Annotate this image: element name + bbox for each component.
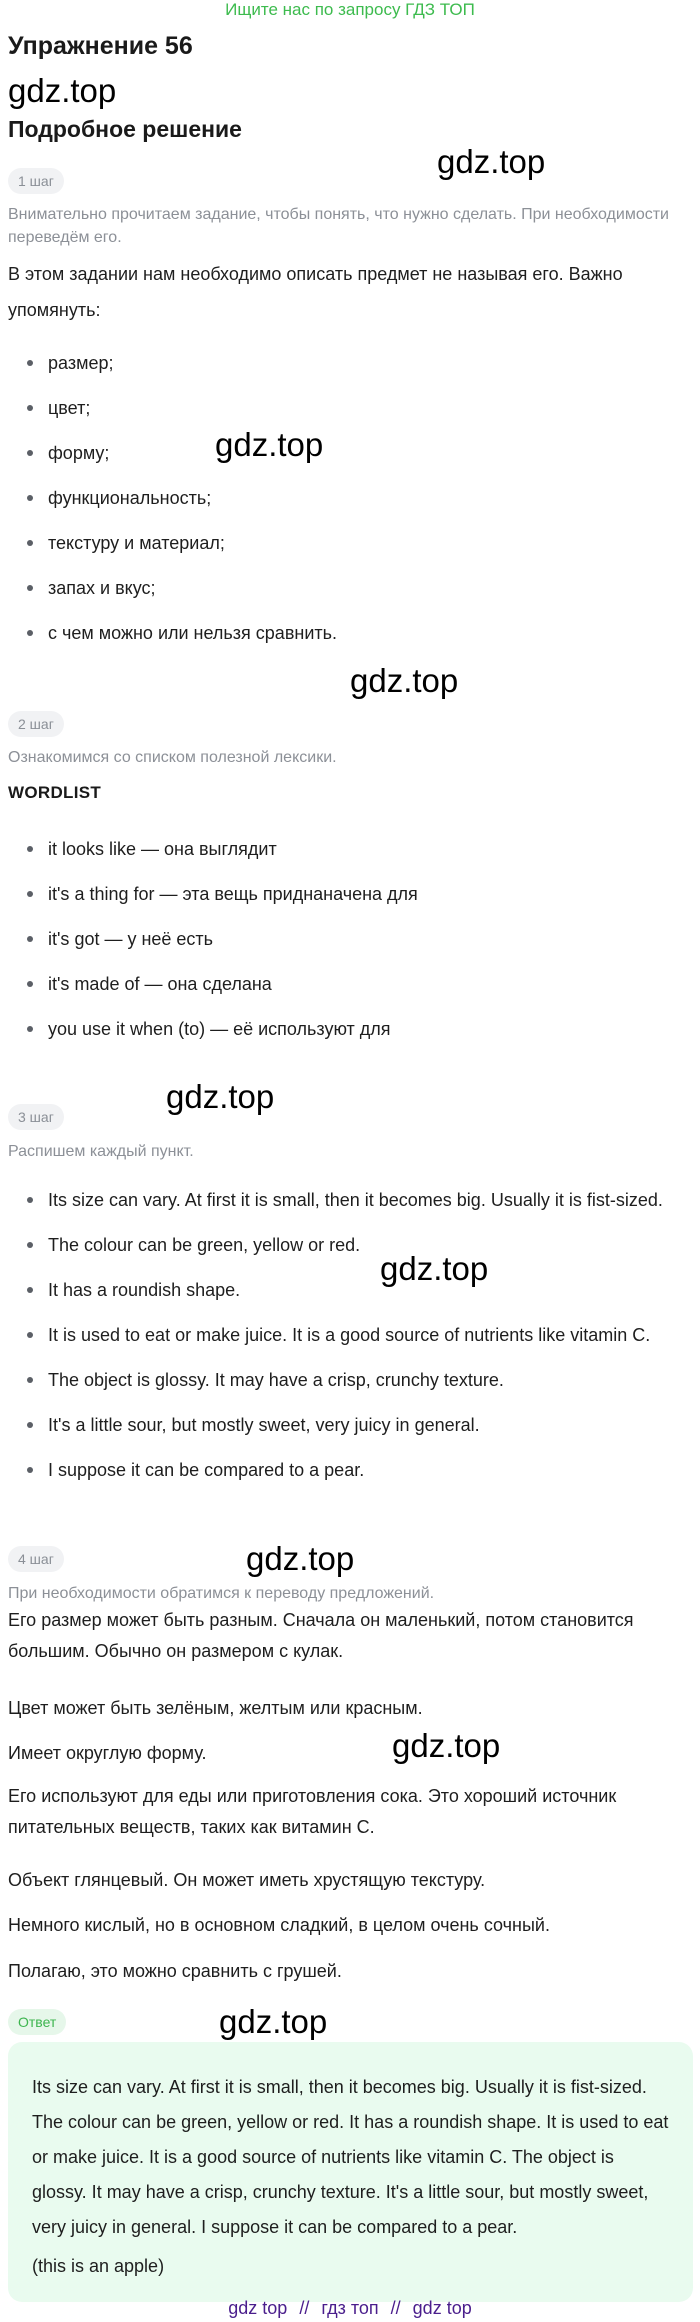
list-item: The object is glossy. It may have a crisp, crunchy texture. — [8, 1367, 698, 1412]
bullet-icon — [27, 1467, 33, 1473]
translation-paragraph: Его используют для еды или приготовления сока. Это хороший источник питательных веществ, таких как витамин С. — [8, 1786, 617, 1837]
list-item: It's a little sour, but mostly sweet, very juicy in general. — [8, 1412, 698, 1457]
bullet-icon — [27, 1422, 33, 1428]
watermark: gdz.top — [350, 662, 459, 699]
bullet-icon — [27, 981, 33, 987]
watermark: gdz.top — [437, 143, 546, 180]
bullet-icon — [27, 891, 33, 897]
watermark: gdz.top — [219, 2003, 328, 2040]
answer-note: (this is an apple) — [32, 2256, 165, 2276]
translation-paragraph: Его размер может быть разным. Сначала он маленький, потом становится большим. Обычно он размером с кулак. — [8, 1610, 634, 1661]
watermark: gdz.top — [215, 426, 324, 463]
translation-paragraph: Цвет может быть зелёным, желтым или красным. — [8, 1698, 423, 1718]
watermark: gdz.top — [166, 1078, 275, 1115]
watermark: gdz.top — [380, 1250, 489, 1287]
list-item: it's made of — она сделана — [8, 971, 698, 1016]
footer-link[interactable]: gdz top — [412, 2298, 472, 2318]
step-badge: 1 шаг — [8, 168, 64, 194]
answer-box — [8, 2042, 693, 2302]
bullet-icon — [27, 1197, 33, 1203]
footer-link[interactable]: гдз топ — [321, 2298, 379, 2318]
solution-heading: Подробное решение — [8, 116, 242, 142]
answer-badge: Ответ — [8, 2009, 66, 2035]
step-hint: При необходимости обратимся к переводу предложений. — [8, 1585, 435, 1602]
bullet-icon — [27, 405, 33, 411]
page-title: Упражнение 56 — [8, 32, 193, 60]
step-badge: 2 шаг — [8, 711, 64, 737]
list-item: It is used to eat or make juice. It is a good source of nutrients like vitamin C. — [8, 1322, 698, 1367]
bullet-icon — [27, 360, 33, 366]
bullet-icon — [27, 1377, 33, 1383]
list-item: форму; — [8, 440, 698, 485]
bullet-icon — [27, 936, 33, 942]
list-item: текстуру и материал; — [8, 530, 698, 575]
list-item: I suppose it can be compared to a pear. — [8, 1457, 698, 1502]
step-hint: Внимательно прочитаем задание, чтобы понять, что нужно сделать. При необходимости переведём его. — [8, 206, 669, 246]
list-item: размер; — [8, 350, 698, 395]
wordlist — [8, 836, 698, 1061]
watermark: gdz.top — [8, 72, 117, 109]
list-item: it's got — у неё есть — [8, 926, 698, 971]
bullet-icon — [27, 495, 33, 501]
list-item: you use it when (to) — её используют для — [8, 1016, 698, 1061]
list-item: it looks like — она выглядит — [8, 836, 698, 881]
list-item: цвет; — [8, 395, 698, 440]
search-banner: Ищите нас по запросу ГДЗ ТОП — [225, 0, 475, 19]
bullet-icon — [27, 1026, 33, 1032]
step-1-list — [8, 350, 698, 665]
bullet-icon — [27, 1332, 33, 1338]
translation-paragraph: Немного кислый, но в основном сладкий, в целом очень сочный. — [8, 1915, 550, 1935]
step-badge: 4 шаг — [8, 1546, 64, 1572]
step-badge: 3 шаг — [8, 1104, 64, 1130]
wordlist-heading: WORDLIST — [8, 783, 102, 802]
step-hint: Распишем каждый пункт. — [8, 1143, 194, 1160]
step-text: В этом задании нам необходимо описать предмет не называя его. Важно упомянуть: — [8, 264, 623, 320]
list-item: it's a thing for — эта вещь приднаначена для — [8, 881, 698, 926]
list-item: It has a roundish shape. — [8, 1277, 698, 1322]
list-item: Its size can vary. At first it is small, then it becomes big. Usually it is fist-sized. — [8, 1187, 698, 1232]
bullet-icon — [27, 1287, 33, 1293]
list-item: The colour can be green, yellow or red. — [8, 1232, 698, 1277]
footer-separator: // — [390, 2298, 401, 2318]
bullet-icon — [27, 450, 33, 456]
answer-text: Its size can vary. At first it is small, then it becomes big. Usually it is fist-sized. The colour can be green, yellow or red. It has a roundish shape. It is used to eat or make juice. It is a good source of nutrients like vitamin C. The object is glossy. It may have a crisp, crunchy texture. It's a little sour, but mostly sweet, very juicy in general. I suppose it can be compared to a pear. — [32, 2077, 669, 2237]
translation-paragraph: Объект глянцевый. Он может иметь хрустящую текстуру. — [8, 1870, 486, 1890]
list-item: функциональность; — [8, 485, 698, 530]
list-item: запах и вкус; — [8, 575, 698, 620]
bullet-icon — [27, 630, 33, 636]
bullet-icon — [27, 585, 33, 591]
footer-separator: // — [299, 2298, 310, 2318]
watermark: gdz.top — [246, 1540, 355, 1577]
step-3-list — [8, 1187, 698, 1502]
translation-paragraph: Имеет округлую форму. — [8, 1743, 207, 1763]
footer-link[interactable]: gdz top — [228, 2298, 288, 2318]
translation-paragraph: Полагаю, это можно сравнить с грушей. — [8, 1961, 342, 1981]
footer-links — [0, 2298, 700, 2322]
step-hint: Ознакомимся со списком полезной лексики. — [8, 749, 337, 766]
bullet-icon — [27, 846, 33, 852]
bullet-icon — [27, 1242, 33, 1248]
watermark: gdz.top — [392, 1727, 501, 1764]
list-item: с чем можно или нельзя сравнить. — [8, 620, 698, 665]
bullet-icon — [27, 540, 33, 546]
